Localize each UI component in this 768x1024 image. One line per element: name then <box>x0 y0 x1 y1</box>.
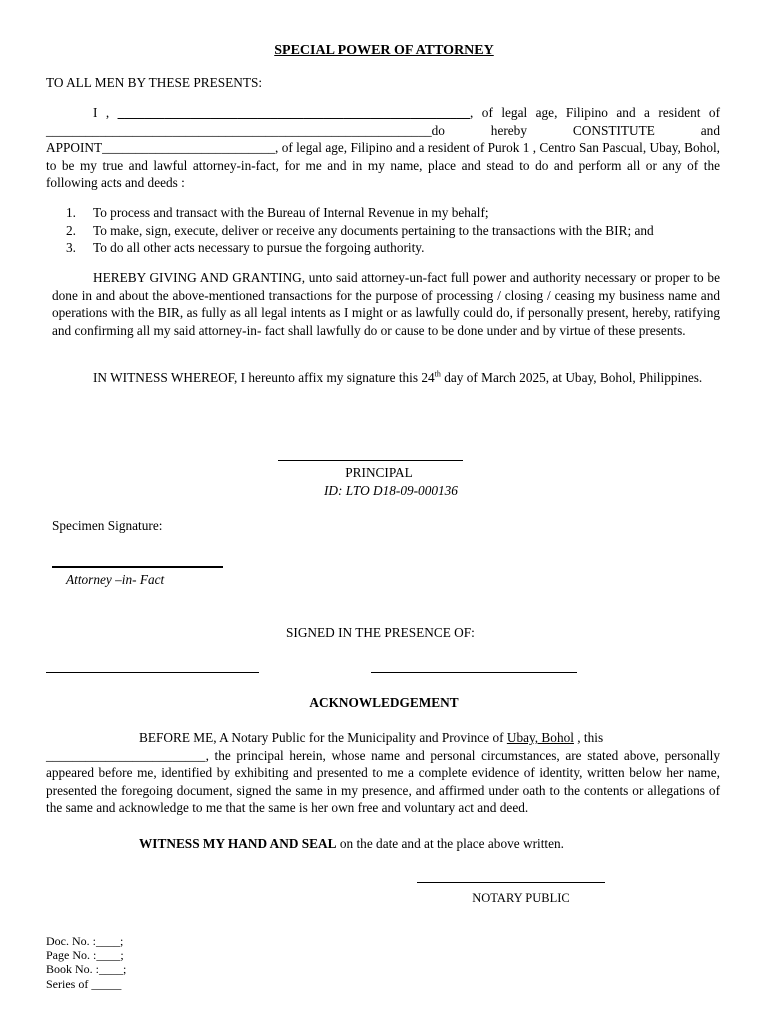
appoint-word: APPOINT <box>46 140 103 156</box>
notary-signature-line <box>417 882 605 883</box>
witness-line-2 <box>371 672 577 673</box>
principal-id: ID: LTO D18-09-000136 <box>324 483 458 498</box>
intro-i: I , <box>93 105 110 120</box>
intro-text-1: , of legal age, Filipino and a resident of <box>470 105 721 120</box>
ack-line-1: BEFORE ME, A Notary Public for the Municipality and Province of Ubay, Bohol , this <box>139 730 604 745</box>
acknowledgement-title: ACKNOWLEDGEMENT <box>309 695 459 710</box>
attorney-label: Attorney –in- Fact <box>66 572 165 587</box>
notary-label: NOTARY PUBLIC <box>472 891 570 905</box>
word-hereby: hereby <box>490 122 527 138</box>
book-no: Book No. :____; <box>46 962 127 977</box>
presence-heading: SIGNED IN THE PRESENCE OF: <box>286 625 475 640</box>
specimen-label: Specimen Signature: <box>52 518 163 533</box>
witness-line-1 <box>46 672 259 673</box>
document-title: SPECIAL POWER OF ATTORNEY <box>274 43 494 58</box>
page-no: Page No. :____; <box>46 948 124 963</box>
attorney-name-blank: __________________________ <box>102 140 276 156</box>
specimen-signature-line <box>52 566 223 568</box>
residence-blank: __________________________________________________________ <box>46 122 432 138</box>
principal-label: PRINCIPAL <box>345 465 413 480</box>
witness-paragraph: IN WITNESS WHEREOF, I hereunto affix my signature this 24th day of March 2025, at Ubay, Bohol, Philippines. <box>93 369 703 385</box>
list-item: 3. To do all other acts necessary to pursue the forgoing authority. <box>66 240 425 256</box>
hereby-paragraph: HEREBY GIVING AND GRANTING, unto said attorney-un-fact full power and authority necessary or proper to be done in and about the above-mentioned transactions for the purpose of processing / closing / ceasing my business name and operations with the BIR, as fully as all legal intents as I might or as lawfully could do, if personally present, hereby, ratifying and confirming all my said attorney-in- fact shall lawfully do or cause to be done under and by virtue of these presents. <box>52 270 720 338</box>
intro-line-2 <box>46 122 720 140</box>
intro-paragraph <box>46 104 720 192</box>
list-item: 1. To process and transact with the Bureau of Internal Revenue in my behalf; <box>66 205 489 220</box>
list-item: 2. To make, sign, execute, deliver or receive any documents pertaining to the transactions with the BIR; and <box>66 222 654 238</box>
doc-no: Doc. No. :____; <box>46 934 124 948</box>
principal-name-blank: _____________________________________________________ <box>117 105 471 120</box>
salutation: TO ALL MEN BY THESE PRESENTS: <box>46 75 263 90</box>
acknowledgement-paragraph <box>46 729 720 817</box>
word-constitute: CONSTITUTE <box>572 122 655 138</box>
principal-signature-line <box>278 460 463 461</box>
acts-list <box>66 204 726 257</box>
intro-line-3 <box>46 139 720 192</box>
ack-body: ________________________, the principal herein, whose name and personal circumstances, are stated above, personally appeared before me, identified by exhibiting and presented to me a complete evidence of identity, written below her name, presented the foregoing document, signed the same in my presence, and affirmed under oath to the contents or allegations of the same and acknowledge to me that the same is her own free and voluntary act and deed. <box>46 747 720 816</box>
intro-text-3: , of legal age, Filipino and a resident of Purok 1 , Centro San Pascual, Ubay, Bohol, to be my true and lawful attorney-in-fact, for me and in my name, place and stead to do and perform all or any of the following acts and deeds : <box>46 140 720 191</box>
series-of: Series of _____ <box>46 976 122 991</box>
ack-date-blank: ________________________ <box>46 747 206 763</box>
word-and: and <box>700 122 720 138</box>
ack-place: Ubay, Bohol <box>506 730 574 745</box>
word-do: do <box>431 122 445 138</box>
intro-line-1 <box>46 104 720 122</box>
doc-footer <box>46 934 126 991</box>
seal-statement: WITNESS MY HAND AND SEAL on the date and at the place above written. <box>139 836 564 851</box>
